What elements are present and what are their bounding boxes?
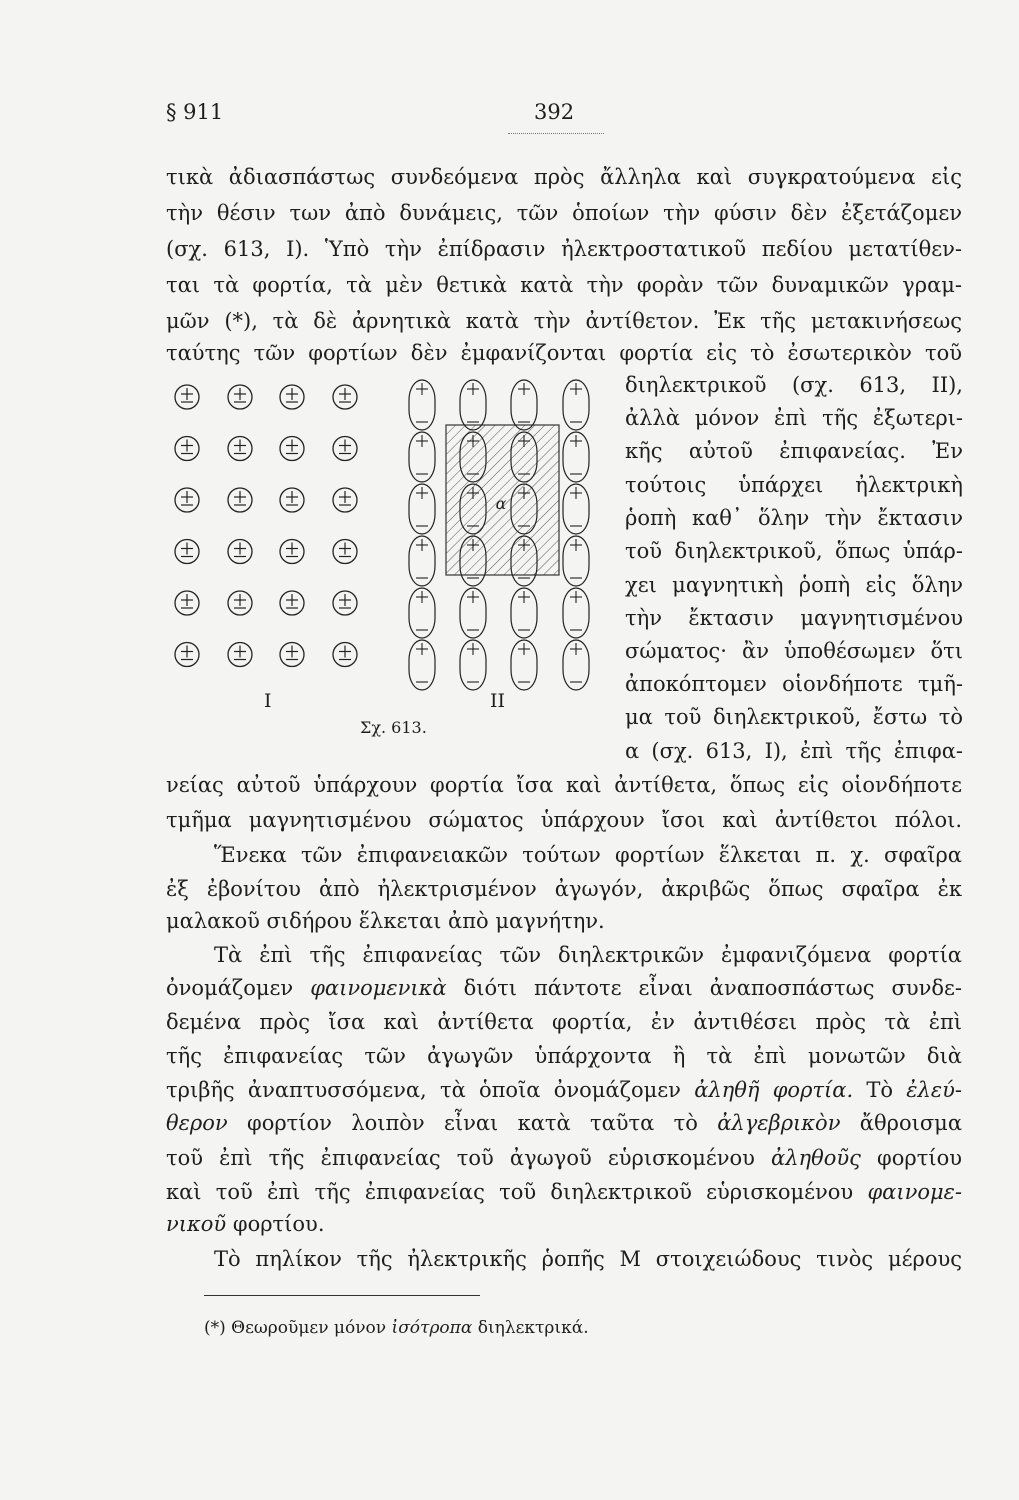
side-text-line: ῥοπὴ καθ᾽ ὅλην τὴν ἔκτασιν <box>625 506 963 530</box>
header-rule <box>508 133 604 134</box>
text-line: τριβῆς ἀναπτυσσόμενα, τὰ ὁποῖα ὀνομάζομεν ἀληθῆ φορτία. Τὸ ἐλεύ- <box>166 1078 962 1102</box>
side-text-line: τὴν ἔκτασιν μαγνητισμένου <box>625 606 963 630</box>
side-text-line: σώματος· ἂν ὑποθέσωμεν ὅτι <box>625 639 963 663</box>
side-text-line: α (σχ. 613, I), ἐπὶ τῆς ἐπιφα- <box>625 739 963 763</box>
text-line: ὀνομάζομεν φαινομενικὰ διότι πάντοτε εἶναι ἀναποσπάστως συνδε- <box>166 976 963 1000</box>
figure-caption: Σχ. 613. <box>360 718 427 737</box>
text-line: θερον φορτίον λοιπὸν εἶναι κατὰ ταῦτα τὸ ἀλγεβρικὸν ἄθροισμα <box>166 1111 962 1135</box>
figure-613 <box>166 368 616 748</box>
text-line: καὶ τοῦ ἐπὶ τῆς ἐπιφανείας τοῦ διηλεκτρικοῦ εὑρισκομένου φαινομε- <box>166 1180 962 1204</box>
italic-term: θερον <box>166 1111 228 1135</box>
text-line: νικοῦ φορτίου. <box>166 1212 325 1236</box>
text-line: μαλακοῦ σιδήρου ἕλκεται ἀπὸ μαγνήτην. <box>166 909 605 933</box>
text-line: τμῆμα μαγνητισμένου σώματος ὑπάρχουν ἴσοι καὶ ἀντίθετοι πόλοι. <box>166 808 962 832</box>
italic-term: φαινομενικὰ <box>310 976 447 1000</box>
text-line: μῶν (*), τὰ δὲ ἀρνητικὰ κατὰ τὴν ἀντίθετον. Ἐκ τῆς μετακινήσεως <box>166 309 962 333</box>
italic-term: νικοῦ <box>166 1212 227 1236</box>
side-text-line: ἀλλὰ μόνον ἐπὶ τῆς ἐξωτερι- <box>625 406 963 430</box>
text-line: νείας αὐτοῦ ὑπάρχουν φορτία ἴσα καὶ ἀντίθετα, ὅπως εἰς οἱονδήποτε <box>166 773 962 797</box>
side-text-line: τούτοις ὑπάρχει ἠλεκτρικὴ <box>625 473 963 497</box>
side-text-line: κῆς αὐτοῦ ἐπιφανείας. Ἐν <box>625 439 963 463</box>
text-line: τοῦ ἐπὶ τῆς ἐπιφανείας τοῦ ἀγωγοῦ εὑρισκομένου ἀληθοῦς φορτίου <box>166 1146 962 1170</box>
section-number: § 911 <box>166 100 224 124</box>
italic-term: ἀληθῆ φορτία. <box>694 1078 854 1102</box>
side-text-line: χει μαγνητικὴ ῥοπὴ εἰς ὅλην <box>625 573 963 597</box>
text-line: δεμένα πρὸς ἴσα καὶ ἀντίθετα φορτία, ἐν ἀντιθέσει πρὸς τὰ ἐπὶ <box>166 1010 962 1034</box>
text-line: ται τὰ φορτία, τὰ μὲν θετικὰ κατὰ τὴν φορὰν τῶν δυναμικῶν γραμ- <box>166 273 962 297</box>
italic-term: ἀληθοῦς <box>771 1146 861 1170</box>
footnote: (*) Θεωροῦμεν μόνον ἰσότροπα διηλεκτρικά. <box>204 1318 589 1338</box>
text-line: τῆς ἐπιφανείας τῶν ἀγωγῶν ὑπάρχοντα ἢ τὰ ἐπὶ μονωτῶν διὰ <box>166 1044 962 1068</box>
text-line: Τὰ ἐπὶ τῆς ἐπιφανείας τῶν διηλεκτρικῶν ἐμφανιζόμενα φορτία <box>214 943 962 967</box>
figure-drawing <box>166 368 616 698</box>
text-line: ταύτης τῶν φορτίων δὲν ἐμφανίζονται φορτία εἰς τὸ ἐσωτερικὸν τοῦ <box>166 341 962 365</box>
text-line: Ἕνεκα τῶν ἐπιφανειακῶν τούτων φορτίων ἕλκεται π. χ. σφαῖρα <box>214 843 962 867</box>
italic-term: ἐλεύ- <box>906 1078 962 1102</box>
italic-term: φαινομε- <box>867 1180 962 1204</box>
text-line: τικὰ ἀδιασπάστως συνδεόμενα πρὸς ἄλληλα καὶ συγκρατούμενα εἰς <box>166 165 962 189</box>
figure-label-i: I <box>264 690 272 712</box>
italic-term: ἀλγεβρικὸν <box>717 1111 841 1135</box>
side-text-line: μα τοῦ διηλεκτρικοῦ, ἔστω τὸ <box>625 705 963 729</box>
page-number: 392 <box>534 100 575 124</box>
side-text-line: διηλεκτρικοῦ (σχ. 613, II), <box>625 373 963 397</box>
text-line: τὴν θέσιν των ἀπὸ δυνάμεις, τῶν ὁποίων τὴν φύσιν δὲν ἐξετάζομεν <box>166 201 962 225</box>
text-line: Τὸ πηλίκον τῆς ἠλεκτρικῆς ῥοπῆς Μ στοιχειώδους τινὸς μέρους <box>214 1247 962 1271</box>
footnote-rule <box>204 1295 480 1296</box>
text-line: ἐξ ἐβονίτου ἀπὸ ἠλεκτρισμένον ἀγωγόν, ἀκριβῶς ὅπως σφαῖρα ἐκ <box>166 877 962 901</box>
side-text-line: ἀποκόπτομεν οἱονδήποτε τμῆ- <box>625 672 963 696</box>
hatched-region-label: α <box>495 494 507 513</box>
figure-label-ii: II <box>490 690 506 712</box>
side-text-line: τοῦ διηλεκτρικοῦ, ὅπως ὑπάρ- <box>625 539 963 563</box>
text-line: (σχ. 613, I). Ὑπὸ τὴν ἐπίδρασιν ἠλεκτροστατικοῦ πεδίου μετατίθεν- <box>166 237 962 261</box>
